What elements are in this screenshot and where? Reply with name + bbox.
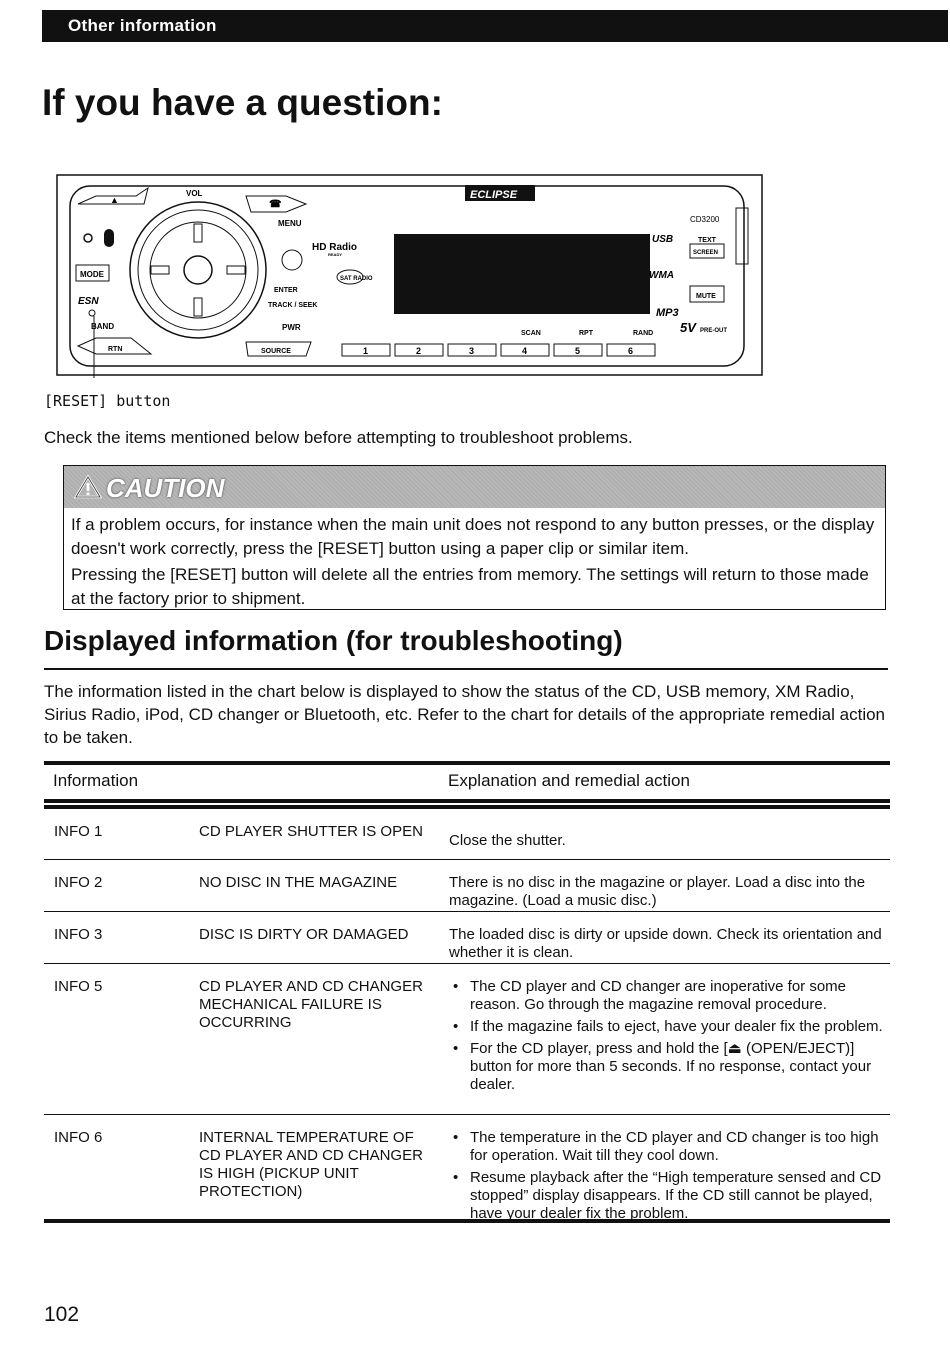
- text-button-label: TEXT: [698, 237, 716, 244]
- info-code: INFO 1: [54, 823, 103, 840]
- five-v-label: 5V: [680, 320, 696, 335]
- info-remedy-list: [449, 978, 889, 1098]
- caution-header: [64, 466, 885, 508]
- caution-body: [64, 508, 885, 611]
- remedy-bullet: • Resume playback after the “High temperature sensed and CD stopped” display disappears. If the CD still cannot be played, have your dealer fix the problem.: [449, 1169, 889, 1223]
- band-button-label: BAND: [91, 322, 115, 331]
- remedy-bullet: • For the CD player, press and hold the [⏏ (OPEN/EJECT)] button for more than 5 seconds. If no response, contact your dealer.: [449, 1040, 889, 1094]
- table-row: [44, 964, 890, 1115]
- wma-label: WMA: [649, 270, 674, 281]
- rtn-button-label: RTN: [108, 346, 123, 353]
- track-seek-label: TRACK / SEEK: [268, 302, 318, 309]
- table-header-row: [44, 765, 890, 799]
- info-remedy: There is no disc in the magazine or player. Load a disc into the magazine. (Load a music disc.): [449, 874, 866, 909]
- usb-label: USB: [652, 234, 674, 245]
- screen-button-label: SCREEN: [693, 250, 719, 256]
- remedy-bullet: • The temperature in the CD player and CD changer is too high for operation. Wait till they cool down.: [449, 1129, 889, 1165]
- warning-triangle-icon: [74, 475, 102, 499]
- header-information: Information: [53, 771, 139, 790]
- section-intro: The information listed in the chart below is displayed to show the status of the CD, USB memory, XM Radio, Sirius Radio, iPod, CD changer or Bluetooth, etc. Refer to the chart for details of the appropriate remedial action to be taken.: [44, 682, 886, 747]
- scan-label: SCAN: [521, 330, 541, 337]
- mode-button-label: MODE: [80, 270, 104, 279]
- page-title: If you have a question:: [42, 82, 443, 123]
- ready-label: READY: [328, 252, 343, 257]
- info-code: INFO 6: [54, 1129, 103, 1146]
- info-code: INFO 3: [54, 926, 103, 943]
- info-code: INFO 5: [54, 978, 103, 995]
- vol-label: VOL: [186, 189, 203, 198]
- table-row: [44, 809, 890, 860]
- table-row: [44, 860, 890, 912]
- info-remedy: The loaded disc is dirty or upside down. Check its orientation and whether it is clean.: [449, 926, 882, 961]
- section-title: Displayed information (for troubleshooting): [44, 625, 623, 656]
- mp3-label: MP3: [656, 307, 679, 319]
- svg-text:☎: ☎: [269, 199, 282, 210]
- info-message: CD PLAYER SHUTTER IS OPEN: [199, 823, 423, 840]
- enter-label: ENTER: [274, 287, 298, 294]
- brand-logo: ECLIPSE: [470, 189, 518, 201]
- remedy-bullet: • The CD player and CD changer are inoperative for some reason. Go through the magazine removal procedure.: [449, 978, 889, 1014]
- page-number: 102: [44, 1303, 80, 1326]
- table-row: [44, 1115, 890, 1222]
- preset-button-label: 4: [522, 346, 528, 356]
- sat-radio-label: SAT RADIO: [340, 276, 373, 282]
- preset-button-row: [342, 344, 655, 356]
- caution-box: [63, 465, 886, 610]
- rand-label: RAND: [633, 330, 654, 337]
- info-message: NO DISC IN THE MAGAZINE: [199, 874, 398, 891]
- section-header-bar: [42, 10, 948, 42]
- pwr-label: PWR: [282, 323, 301, 332]
- info-code: INFO 2: [54, 874, 103, 891]
- section-header-label: Other information: [68, 16, 217, 35]
- info-remedy-list: [449, 1129, 889, 1227]
- preset-button-label: 3: [469, 346, 475, 356]
- header-explanation: Explanation and remedial action: [448, 771, 690, 790]
- info-remedy: Close the shutter.: [449, 832, 566, 849]
- svg-text:▲: ▲: [110, 195, 119, 205]
- info-message: INTERNAL TEMPERATURE OF CD PLAYER AND CD CHANGER IS HIGH (PICKUP UNIT PROTECTION): [199, 1129, 423, 1200]
- caution-paragraph: Pressing the [RESET] button will delete all the entries from memory. The settings will return to those made at the factory prior to shipment.: [71, 565, 869, 608]
- preset-button-label: 1: [363, 346, 369, 356]
- preset-button-label: 2: [416, 346, 422, 356]
- info-message: DISC IS DIRTY OR DAMAGED: [199, 926, 409, 943]
- preset-button-label: 5: [575, 346, 581, 356]
- info-message: CD PLAYER AND CD CHANGER MECHANICAL FAILURE IS OCCURRING: [199, 978, 423, 1031]
- head-unit-diagram: [56, 174, 764, 378]
- troubleshooting-table: [44, 761, 890, 1223]
- rpt-label: RPT: [579, 330, 593, 337]
- mute-button-label: MUTE: [696, 293, 716, 300]
- pre-out-label: PRE-OUT: [700, 328, 727, 334]
- hd-radio-label: HD Radio: [312, 242, 357, 253]
- model-label: CD3200: [690, 215, 720, 224]
- menu-label: MENU: [278, 219, 302, 228]
- remedy-bullet: • If the magazine fails to eject, have your dealer fix the problem.: [449, 1018, 889, 1036]
- table-header-rule: [44, 799, 890, 809]
- esn-logo-label: ESN: [78, 296, 99, 307]
- caution-title: CAUTION: [106, 473, 225, 503]
- section-divider: [44, 668, 888, 670]
- source-button-label: SOURCE: [261, 348, 291, 355]
- reset-button-label: [RESET] button: [44, 392, 171, 410]
- preset-button-label: 6: [628, 346, 634, 356]
- intro-text: Check the items mentioned below before attempting to troubleshoot problems.: [44, 428, 633, 447]
- table-row: [44, 912, 890, 964]
- caution-paragraph: If a problem occurs, for instance when the main unit does not respond to any button presses, or the display doesn't work correctly, press the [RESET] button using a paper clip or similar item.: [71, 515, 875, 558]
